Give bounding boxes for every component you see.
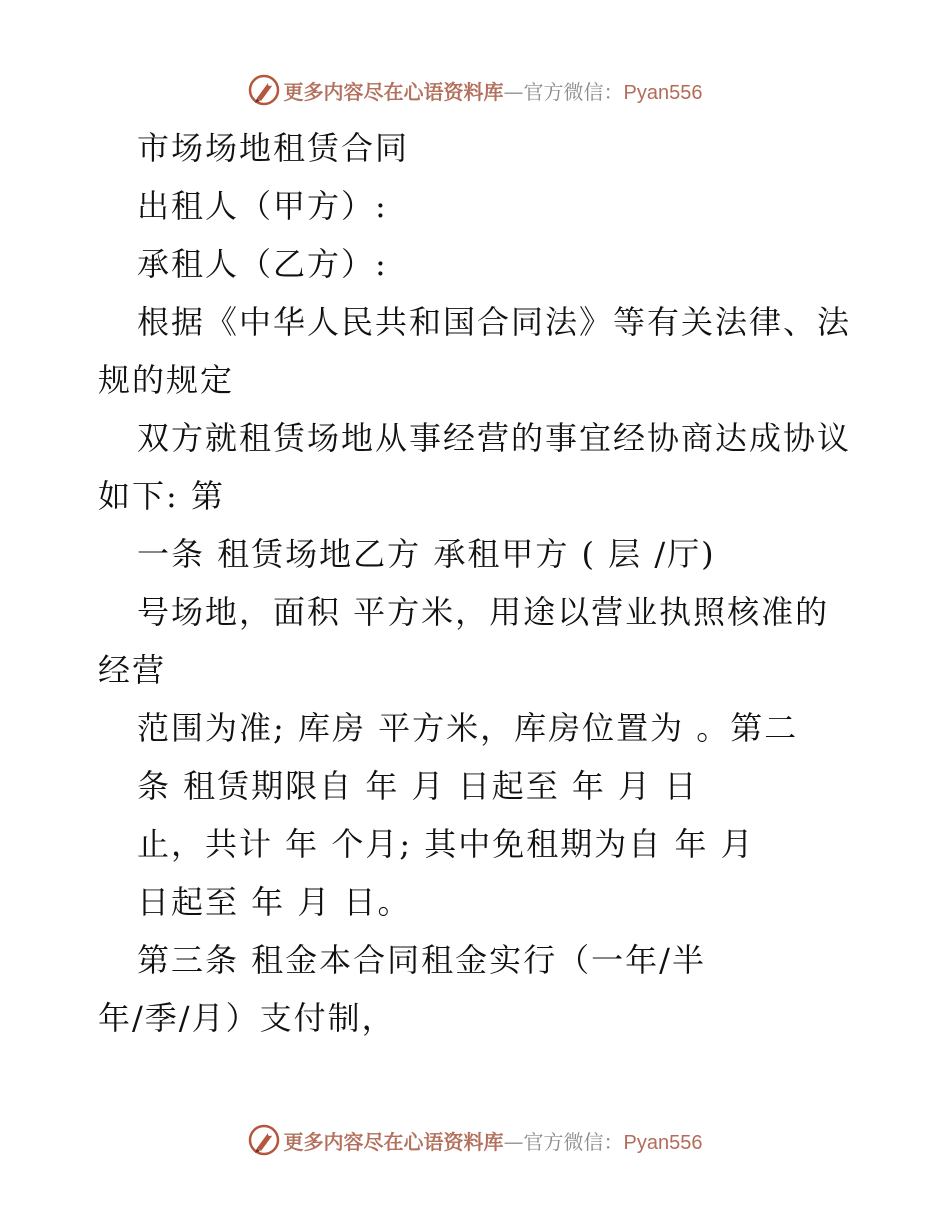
watermark-id: Pyan556 xyxy=(623,1131,703,1154)
doc-line-basis: 根据《中华人民共和国合同法》等有关法律、法 xyxy=(137,303,852,341)
watermark-sub: 官方微信： xyxy=(523,1129,624,1154)
watermark-sep: — xyxy=(503,79,524,104)
watermark-sep: — xyxy=(503,1129,524,1154)
doc-line-scope: 范围为准; 库房 平方米，库房位置为 。第二 xyxy=(137,709,799,747)
watermark-text xyxy=(284,76,703,105)
watermark-main: 更多内容尽在心语资料库 xyxy=(283,79,504,104)
doc-line-basis-cont: 规的规定 xyxy=(98,361,235,399)
doc-line-term-total: 止，共计 年 个月; 其中免租期为自 年 月 xyxy=(137,825,755,863)
footer-watermark xyxy=(0,1120,950,1160)
doc-line-term: 条 租赁期限自 年 月 日起至 年 月 日 xyxy=(137,767,699,805)
watermark-main: 更多内容尽在心语资料库 xyxy=(283,1129,504,1154)
doc-line-lessee: 承租人（乙方）: xyxy=(137,245,388,283)
doc-line-agreement: 双方就租赁场地从事经营的事宜经协商达成协议 xyxy=(137,419,852,457)
watermark-sub: 官方微信： xyxy=(523,79,624,104)
watermark-id: Pyan556 xyxy=(623,81,703,104)
document-title: 市场场地租赁合同 xyxy=(137,129,410,167)
doc-line-agreement-cont: 如下: 第 xyxy=(98,477,225,515)
doc-line-article1: 一条 租赁场地乙方 承租甲方 ( 层 /厅) xyxy=(137,535,716,573)
doc-line-article3: 第三条 租金本合同租金实行（一年/半 xyxy=(137,941,706,979)
watermark-text xyxy=(284,1126,703,1155)
header-watermark xyxy=(0,70,950,110)
doc-line-area: 号场地，面积 平方米，用途以营业执照核准的 xyxy=(137,593,830,631)
doc-line-term-free: 日起至 年 月 日。 xyxy=(137,883,412,921)
doc-line-area-cont: 经营 xyxy=(98,651,167,689)
pen-logo-icon xyxy=(248,74,280,106)
pen-logo-icon xyxy=(248,1124,280,1156)
doc-line-lessor: 出租人（甲方）: xyxy=(137,187,388,225)
doc-line-article3-cont: 年/季/月）支付制， xyxy=(98,999,396,1037)
